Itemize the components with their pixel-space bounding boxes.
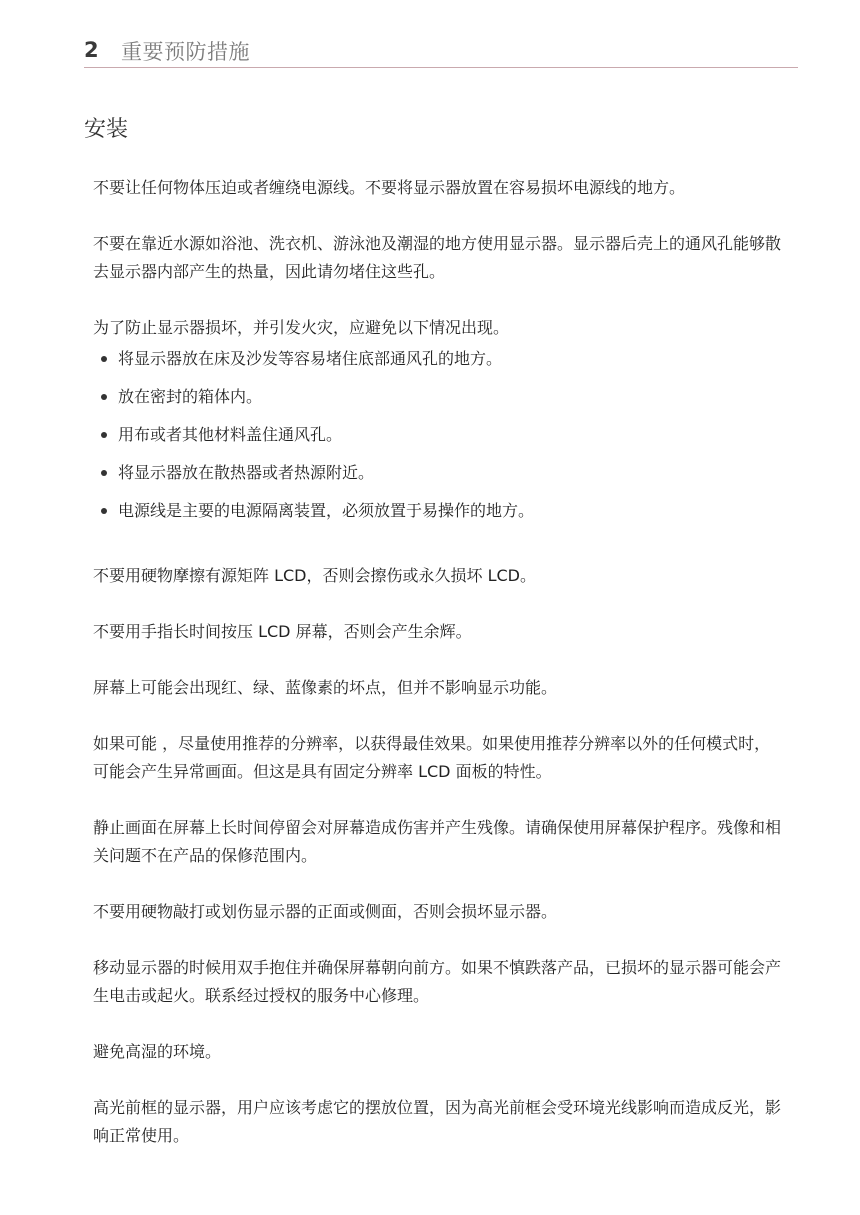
- paragraph-hard-objects: 不要用硬物敲打或划伤显示器的正面或侧面，否则会损坏显示器。: [93, 902, 558, 921]
- paragraph-lcd-scratch: 不要用硬物摩擦有源矩阵 LCD，否则会擦伤或永久损坏 LCD。: [93, 566, 536, 585]
- section-content: [93, 174, 783, 1178]
- list-item: [93, 460, 783, 486]
- list-item: [93, 422, 783, 448]
- bullet-icon: [101, 394, 107, 400]
- paragraph-moving-monitor: 移动显示器的时候用双手抱住并确保屏幕朝向前方。如果不慎跌落产品，已损坏的显示器可能会产生电击或起火。联系经过授权的服务中心修理。: [93, 958, 782, 1005]
- paragraph-lcd-press: 不要用手指长时间按压 LCD 屏幕，否则会产生余辉。: [93, 622, 472, 641]
- list-item: [93, 346, 783, 372]
- paragraph-dead-pixels: 屏幕上可能会出现红、绿、蓝像素的坏点，但并不影响显示功能。: [93, 678, 558, 697]
- bullet-icon: [101, 356, 107, 362]
- section-title: 安装: [84, 117, 129, 142]
- list-item-text: 将显示器放在床及沙发等容易堵住底部通风孔的地方。: [118, 349, 503, 368]
- paragraph-water-ventilation: 不要在靠近水源如浴池、洗衣机、游泳池及潮湿的地方使用显示器。显示器后壳上的通风孔能够散去显示器内部产生的热量，因此请勿堵住这些孔。: [93, 234, 782, 281]
- bullet-icon: [101, 508, 107, 514]
- paragraph-fire-prevention-intro: 为了防止显示器损坏，并引发火灾，应避免以下情况出现。: [93, 318, 510, 337]
- paragraph-image-retention: 静止画面在屏幕上长时间停留会对屏幕造成伤害并产生残像。请确保使用屏幕保护程序。残像和相关问题不在产品的保修范围内。: [93, 818, 782, 865]
- fire-prevention-list: [93, 346, 783, 524]
- list-item-text: 电源线是主要的电源隔离装置，必须放置于易操作的地方。: [118, 501, 535, 520]
- list-item: [93, 498, 783, 524]
- paragraph-humidity: 避免高湿的环境。: [93, 1042, 222, 1061]
- list-item-text: 用布或者其他材料盖住通风孔。: [118, 425, 343, 444]
- paragraph-resolution: 如果可能 ，尽量使用推荐的分辨率，以获得最佳效果。如果使用推荐分辨率以外的任何模式时，可能会产生异常画面。但这是具有固定分辨率 LCD 面板的特性。: [93, 734, 771, 781]
- paragraph-power-cord: 不要让任何物体压迫或者缠绕电源线。不要将显示器放置在容易损坏电源线的地方。: [93, 178, 686, 197]
- list-item-text: 放在密封的箱体内。: [118, 387, 263, 406]
- bullet-icon: [101, 432, 107, 438]
- chapter-header: [84, 36, 798, 68]
- chapter-title: 重要预防措施: [121, 40, 250, 64]
- chapter-number: 2: [84, 38, 99, 62]
- list-item: [93, 384, 783, 410]
- list-item-text: 将显示器放在散热器或者热源附近。: [118, 463, 375, 482]
- bullet-icon: [101, 470, 107, 476]
- paragraph-glossy-bezel: 高光前框的显示器，用户应该考虑它的摆放位置，因为高光前框会受环境光线影响而造成反光，影响正常使用。: [93, 1098, 782, 1145]
